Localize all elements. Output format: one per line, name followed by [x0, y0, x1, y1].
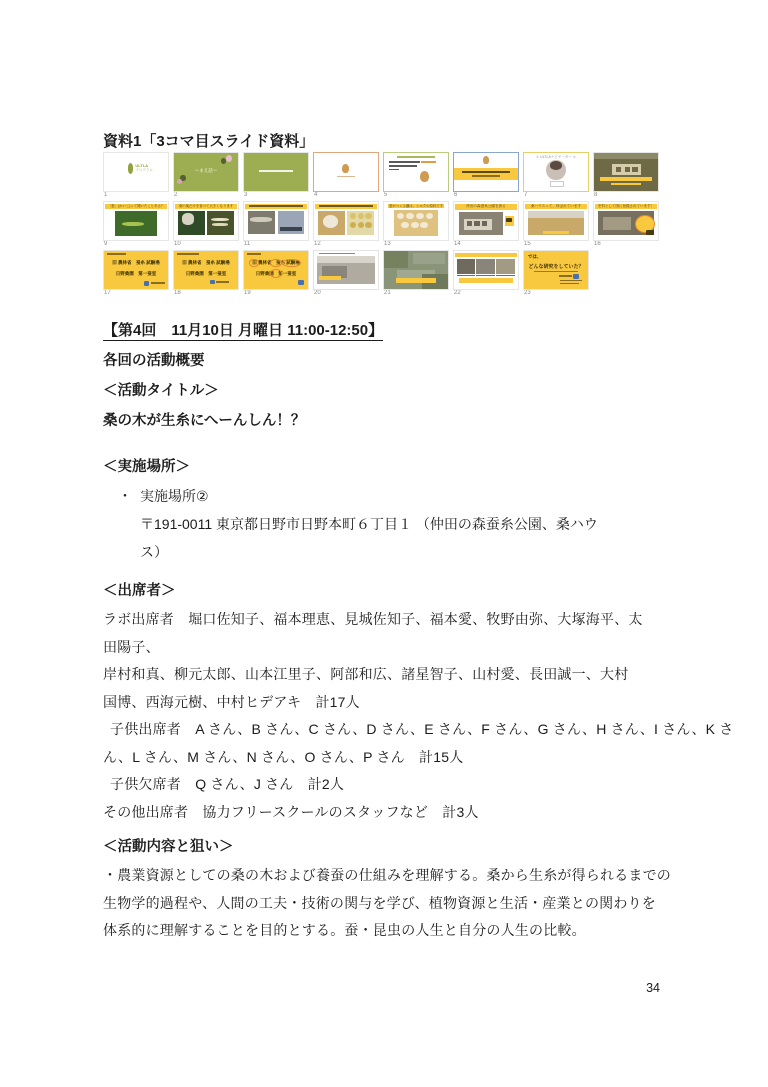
thumbnail-graphic: 日野桑園 第一蚕室 [255, 270, 297, 276]
thumbnail-graphic [482, 221, 487, 226]
slide-thumbnail [313, 152, 379, 192]
thumbnail-graphic [259, 170, 292, 173]
slide-number: 12 [314, 241, 321, 247]
slide-thumbnail [173, 250, 239, 290]
thumbnail-graphic [226, 155, 232, 162]
thumbnail-graphic [406, 213, 414, 219]
thumbnail-graphic [483, 156, 489, 164]
activity-label: ＜活動内容と狙い＞ [103, 839, 234, 855]
thumbnail-graphic [462, 171, 509, 173]
thumbnail-graphic [221, 158, 226, 164]
location-address: ス） [140, 544, 168, 560]
thumbnail-graphic: どんな研究をしていた？ [528, 263, 584, 270]
slide-cell [593, 152, 659, 199]
slide-cell [243, 201, 309, 248]
thumbnail-graphic [337, 176, 355, 178]
slide-number: 14 [454, 241, 461, 247]
slide-cell [523, 201, 589, 248]
thumbnail-graphic [455, 253, 516, 258]
location-item: ・ 実施場所② [103, 482, 598, 510]
slide-number: 13 [384, 241, 391, 247]
thumbnail-graphic [560, 280, 582, 282]
thumbnail-graphic [600, 177, 651, 182]
thumbnail-graphic: 旧 農林省 蚕糸 試験場 [182, 259, 230, 265]
slide-thumbnail [523, 250, 589, 290]
thumbnail-graphic [350, 222, 356, 228]
thumbnail-graphic [365, 222, 371, 228]
attendees-line: ん、L さん、M さん、N さん、O さん、P さん 計15人 [103, 748, 464, 765]
attendees-line: 子供出席者 A さん、B さん、C さん、D さん、E さん、F さん、G さん、H さん、I さん、K さ [110, 721, 734, 737]
thumbnail-graphic [107, 253, 126, 255]
slide-number: 9 [104, 241, 108, 247]
attendees-line: その他出席者 協力フリースクールのスタッフなど 計3人 [103, 803, 479, 820]
slide-cell [313, 201, 379, 248]
slide-number: 11 [244, 241, 251, 247]
slide-cell [243, 250, 309, 297]
slide-number: 7 [524, 192, 528, 198]
thumbnail-graphic [358, 222, 364, 228]
thumbnail-graphic [249, 205, 303, 207]
thumbnail-graphic [594, 153, 658, 159]
attendees-line: ラボ出席者 堀口佐知子、福本理恵、見城佐知子、福本愛、牧野由弥、大塚海平、太 [103, 611, 643, 627]
slide-number: 23 [524, 290, 531, 296]
slide-thumbnail [383, 201, 449, 241]
attendees-line: 子供欠席者 Q さん、J さん 計2人 [110, 776, 345, 792]
thumbnail-graphic [397, 156, 435, 158]
slide-thumbnail [453, 152, 519, 192]
slide-cell [103, 201, 169, 248]
thumbnail-graphic [210, 280, 215, 285]
slide-number: 21 [384, 290, 391, 296]
thumbnail-graphic [528, 211, 584, 218]
thumbnail-graphic [182, 213, 195, 224]
thumbnail-graphic [573, 274, 579, 279]
thumbnail-graphic [420, 171, 429, 182]
activity-line: ・農業資源としての桑の木および養蚕の仕組みを理解する。桑から生糸が得られるまでの [103, 867, 671, 883]
slide-cell [173, 152, 239, 199]
slide-number: 18 [174, 290, 181, 296]
slide-cell [243, 152, 309, 199]
thumbnail-graphic: 蚕がつくる繭は、シルクの原料です [388, 203, 444, 208]
thumbnail-graphic [496, 259, 515, 274]
slide-number: 5 [384, 192, 388, 198]
thumbnail-graphic [280, 227, 302, 231]
slide-thumbnail [453, 201, 519, 241]
slide-number: 22 [454, 290, 461, 296]
thumbnail-graphic: では、 [527, 253, 542, 259]
thumbnail-graphic: ＊ ULTLAナビゲーター ＊ [535, 154, 577, 159]
activity-line: 生物学的過程や、人間の工夫・技術の関与を学び、植物資源と生活・産業との関わりを [103, 894, 656, 911]
thumbnail-graphic [421, 161, 436, 163]
thumbnail-graphic [177, 253, 199, 255]
thumbnail-graphic: 仲田の森蚕糸公園を探る [466, 204, 506, 209]
slide-number: 16 [594, 241, 601, 247]
thumbnail-graphic: 史料として国に登録されています！ [598, 203, 654, 208]
thumbnail-graphic [317, 256, 375, 264]
session-line: ＜活動タイトル＞ [103, 383, 219, 399]
slide-number: 15 [524, 241, 531, 247]
thumbnail-graphic [459, 278, 513, 283]
thumbnail-graphic [625, 167, 630, 172]
activity-block [103, 832, 671, 945]
thumbnail-graphic [128, 163, 134, 174]
thumbnail-graphic [342, 164, 348, 173]
slide-thumbnail [103, 152, 169, 192]
thumbnail-graphic: 日野桑園 第一蚕室 [185, 270, 227, 276]
slide-thumbnail [173, 201, 239, 241]
thumbnail-graphic: ULTLA [135, 163, 149, 169]
thumbnail-graphic [396, 278, 437, 283]
slide-thumbnail [593, 201, 659, 241]
thumbnail-graphic [384, 251, 408, 268]
slide-cell [173, 201, 239, 248]
bullet-marker: ・ [118, 488, 132, 504]
slide-number: 3 [244, 192, 248, 198]
slide-thumbnail [313, 201, 379, 241]
thumbnail-graphic [603, 217, 631, 230]
slide-cell [313, 250, 379, 297]
thumbnail-graphic [506, 218, 512, 222]
slide-number: 10 [174, 241, 181, 247]
section-heading: 資料1「3コマ目スライド資料」 [103, 133, 315, 150]
location-label: ＜実施場所＞ [103, 459, 190, 475]
thumbnail-graphic [389, 165, 417, 167]
thumbnail-graphic [216, 281, 229, 283]
location-block [103, 452, 598, 566]
slide-cell [103, 250, 169, 297]
thumbnail-graphic [144, 281, 150, 286]
thumbnail-graphic [550, 181, 564, 187]
thumbnail-graphic [401, 222, 409, 228]
slide-cell [523, 250, 589, 297]
thumbnail-graphic [247, 253, 261, 255]
slide-thumbnail [453, 250, 519, 290]
thumbnail-graphic [457, 275, 476, 277]
slide-thumbnail [523, 201, 589, 241]
thumbnail-graphic [534, 271, 578, 272]
session-line: 桑の木が生糸にへーんしん！？ [103, 413, 306, 429]
thumbnail-graphic [559, 275, 572, 277]
slide-number: 19 [244, 290, 251, 296]
thumbnail-graphic [319, 205, 373, 207]
thumbnail-graphic: プログラム [135, 168, 153, 173]
slide-cell [313, 152, 379, 199]
thumbnail-graphic [319, 253, 355, 255]
thumbnail-graphic [250, 217, 272, 222]
attendees-line: 田陽子、 [103, 638, 160, 655]
thumbnail-graphic [413, 253, 445, 264]
page-number: 34 [646, 981, 660, 995]
slide-thumbnail [523, 152, 589, 192]
thumbnail-graphic [474, 221, 479, 226]
slide-number: 1 [104, 192, 108, 198]
thumbnail-graphic [560, 283, 579, 285]
thumbnail-graphic [411, 222, 419, 228]
attendees-line: 岸村和真、柳元太郎、山本江里子、阿部和広、諸星智子、山村愛、長田誠一、大村 [103, 666, 629, 682]
slide-thumbnail [173, 152, 239, 192]
thumbnail-graphic: 日野桑園 第一蚕室 [115, 270, 157, 276]
thumbnail-graphic: 旧 農林省 蚕糸 試験場 [252, 259, 300, 265]
slide-number: 6 [454, 192, 458, 198]
slide-cell [523, 152, 589, 199]
attendees-block [103, 576, 734, 826]
slide-cell [173, 250, 239, 297]
thumbnail-graphic [550, 161, 562, 169]
slide-cell [383, 201, 449, 248]
slide-thumbnail [103, 250, 169, 290]
session-line: 各回の活動概要 [103, 353, 205, 369]
slide-cell [383, 250, 449, 297]
slide-thumbnail [243, 250, 309, 290]
thumbnail-graphic [632, 167, 637, 172]
slide-cell [593, 201, 659, 248]
thumbnail-graphic [177, 179, 181, 184]
thumbnail-graphic [270, 269, 282, 278]
thumbnail-graphic [416, 213, 424, 219]
slide-number: 17 [104, 290, 111, 296]
slide-cell [453, 201, 519, 248]
thumbnail-graphic [616, 167, 621, 172]
slide-cell [383, 152, 449, 199]
location-address: 〒191-0011 東京都日野市日野本町６丁目１ （仲田の森蚕糸公園、桑ハウ [140, 516, 598, 532]
slide-thumbnail [243, 201, 309, 241]
slide-grid [103, 152, 659, 297]
slide-number: 8 [594, 192, 598, 198]
thumbnail-graphic: 旧 農林省 蚕糸 試験場 [112, 259, 160, 265]
thumbnail-graphic [389, 161, 420, 163]
attendees-label: ＜出席者＞ [103, 583, 176, 599]
slide-thumbnail [383, 152, 449, 192]
slide-cell [453, 250, 519, 297]
thumbnail-graphic [122, 222, 144, 227]
thumbnail-graphic: 〜まえ話〜 [194, 167, 218, 173]
thumbnail-graphic [476, 275, 495, 277]
session-block [103, 316, 383, 436]
thumbnail-graphic [389, 169, 399, 171]
thumbnail-graphic [270, 259, 282, 268]
session-title: 【第4回 11月10日 月曜日 11:00-12:50】 [103, 322, 384, 339]
thumbnail-graphic [212, 223, 227, 226]
thumbnail-graphic [476, 259, 495, 274]
slide-number: 4 [314, 192, 318, 198]
thumbnail-graphic [646, 230, 654, 235]
thumbnail-graphic [543, 231, 569, 234]
activity-line: 体系的に理解することを目的とする。蚕・昆虫の人生と自分の人生の比較。 [103, 922, 586, 939]
slide-thumbnail [103, 201, 169, 241]
attendees-line: 国博、西海元樹、中村ヒデアキ 計17人 [103, 693, 360, 710]
slide-number: 2 [174, 192, 178, 198]
slide-thumbnail [593, 152, 659, 192]
slide-thumbnail [243, 152, 309, 192]
thumbnail-graphic [323, 215, 338, 228]
thumbnail-graphic: 桑の葉だけを食べて大きくなります [178, 203, 234, 208]
slide-cell [103, 152, 169, 199]
thumbnail-graphic [611, 183, 642, 185]
thumbnail-graphic [298, 280, 304, 285]
thumbnail-graphic [472, 175, 500, 177]
thumbnail-graphic [319, 276, 341, 280]
thumbnail-graphic: 桑ハウスって、呼ばれています [530, 203, 582, 208]
slide-cell [453, 152, 519, 199]
slide-thumbnail [383, 250, 449, 290]
slide-thumbnail [313, 250, 379, 290]
slide-number: 20 [314, 290, 321, 296]
thumbnail-graphic [248, 211, 276, 234]
thumbnail-graphic [457, 259, 476, 274]
thumbnail-graphic [496, 275, 515, 277]
thumbnail-graphic [151, 282, 165, 284]
thumbnail-graphic [467, 221, 472, 226]
thumbnail-graphic [249, 259, 259, 268]
thumbnail-graphic [282, 259, 301, 268]
thumbnail-graphic: 「蚕」(かいこ)って聞いたことある？ [107, 203, 165, 208]
